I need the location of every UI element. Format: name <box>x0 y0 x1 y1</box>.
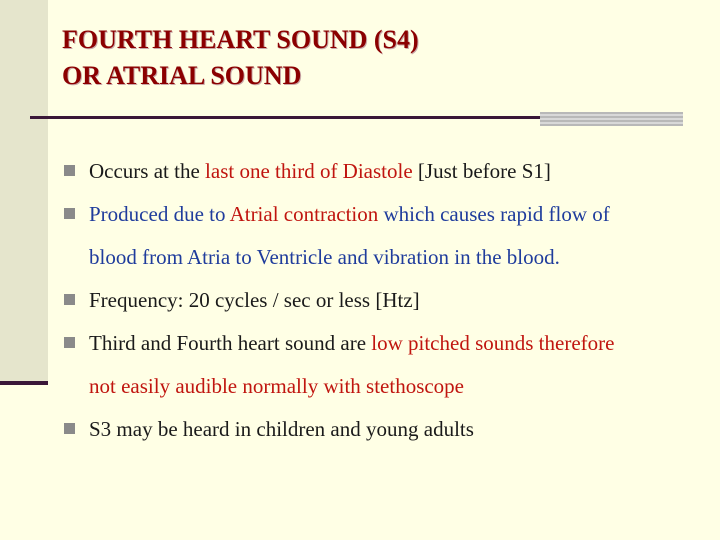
title-line-1: FOURTH HEART SOUND (S4) <box>62 25 419 54</box>
bullet-1-suffix: [Just before S1] <box>412 159 551 183</box>
square-bullet-icon <box>64 165 75 176</box>
bullet-list <box>64 150 704 451</box>
bullet-1-highlight: last one third of Diastole <box>205 159 413 183</box>
title-line-2: OR ATRIAL SOUND <box>62 61 302 90</box>
bullet-2-suffix: which causes rapid flow of <box>378 202 610 226</box>
bullet-2-highlight: Atrial contraction <box>229 202 379 226</box>
left-side-band-shade <box>0 0 48 383</box>
left-side-accent-line <box>0 381 48 385</box>
bullet-1-text: Occurs at the <box>89 159 206 183</box>
bullet-3-text: Frequency: 20 cycles / sec or less [Htz] <box>89 288 420 312</box>
title-divider-accent <box>540 112 683 126</box>
bullet-5-text: S3 may be heard in children and young adults <box>89 417 474 441</box>
bullet-4-text: Third and Fourth heart sound are <box>89 331 372 355</box>
square-bullet-icon <box>64 423 75 434</box>
bullet-4-line-2: not easily audible normally with stethoscope <box>89 374 465 398</box>
bullet-item-2 <box>64 193 704 279</box>
bullet-item-3 <box>64 279 704 322</box>
slide-title <box>62 22 419 94</box>
square-bullet-icon <box>64 208 75 219</box>
title-divider <box>30 116 540 119</box>
bullet-2-text: Produced due to <box>89 202 230 226</box>
bullet-4-highlight: low pitched sounds therefore <box>371 331 615 355</box>
square-bullet-icon <box>64 294 75 305</box>
bullet-item-1 <box>64 150 704 193</box>
square-bullet-icon <box>64 337 75 348</box>
bullet-item-4 <box>64 322 704 408</box>
bullet-item-5 <box>64 408 704 451</box>
bullet-2-line-2: blood from Atria to Ventricle and vibration in the blood. <box>89 245 560 269</box>
